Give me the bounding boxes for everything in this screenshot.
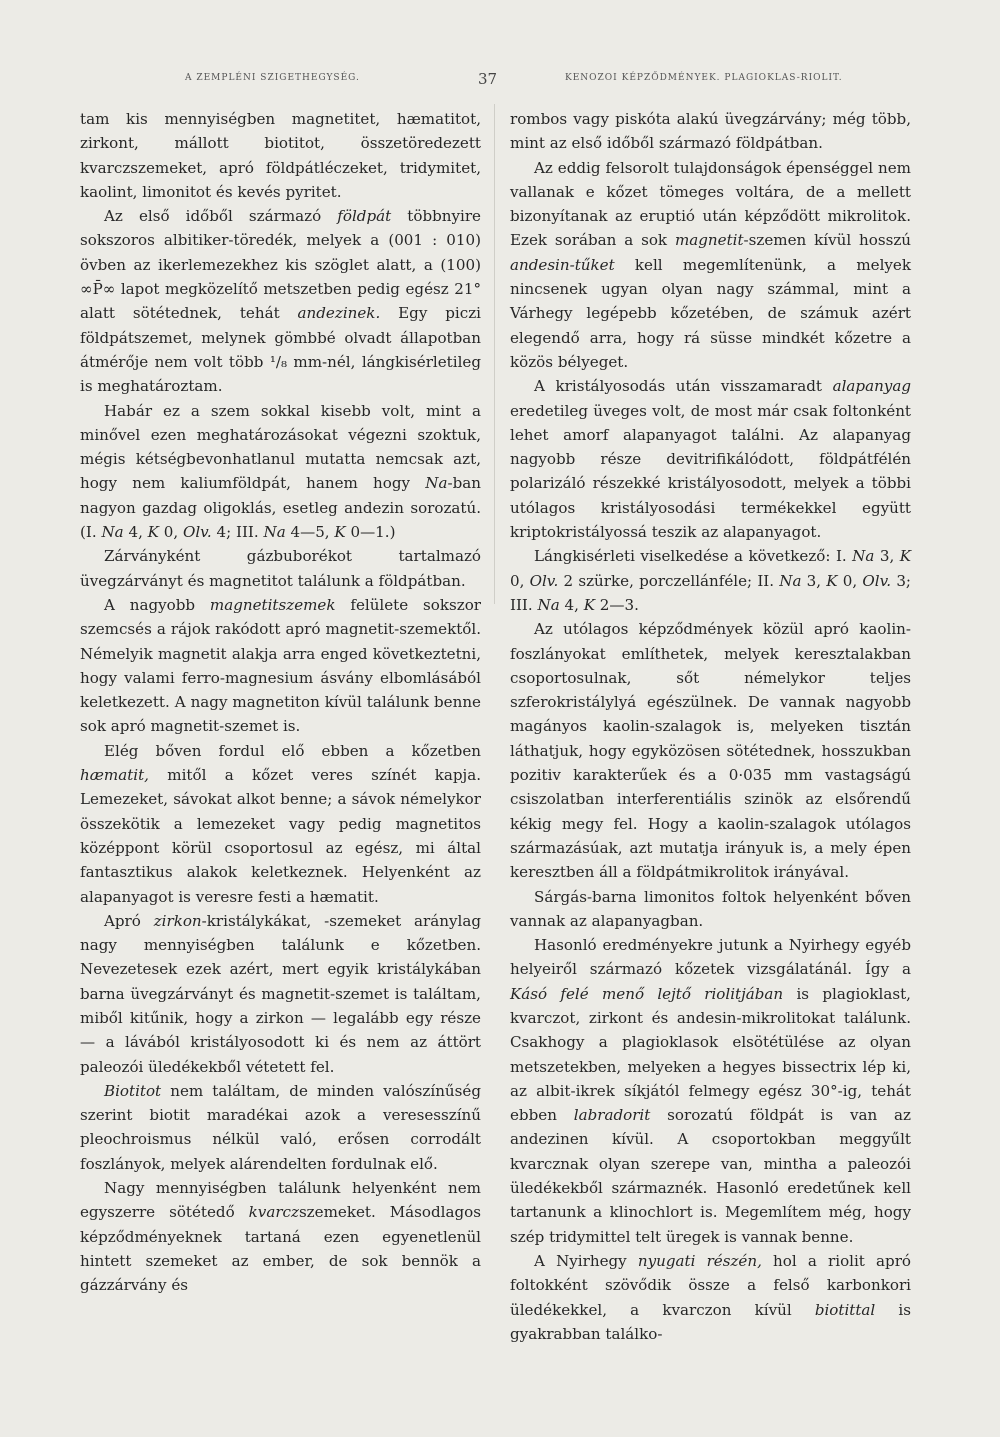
running-head-left: A ZEMPLÉNI SZIGETHEGYSÉG. <box>185 73 360 83</box>
paragraph: Nagy mennyiségben találunk helyenként nem egyszerre sötétedő kvarczszemeket. Másodlagos képződményeknek tartaná ezen egyenetlenül hintett szemeket az ember, de sok bennök a gázzárvány és <box>80 1179 481 1295</box>
paragraph: Az utólagos képződmények közül apró kaolin-foszlányokat említhetek, melyek keresztalakban csoportosulnak, sőt némelykor teljes szferokristálylyá egészülnek. De vannak nagyobb magányos kaolin-szalagok is, melyeken tisztán láthatjuk, hogy egyközösen sötétednek, hosszukban pozitiv karakterűek és a 0·035 mm vastagságú csiszolatban interferentiális szinök az elsőrendű kékig megy fel. Hogy a kaolin-szalagok utólagos származásúak, azt mutatja irányuk is, a mely épen keresztben áll a földpátmikrolitok irányával. <box>510 620 911 882</box>
right-column <box>510 107 911 1346</box>
paragraph: Az első időből származó földpát többnyire sokszoros albitiker-töredék, melyek a (001 : 010) övben az ikerlemezekhez kis szöglet alatt, a (100) ∞P̄∞ lapot megközelítő metszetben pedig egész 21° alatt sötétednek, tehát andezinek. Egy piczi földpátszemet, melynek gömbbé olvadt állapotban átmérője nem volt több ¹/₈ mm-nél, lángkisérletileg is meghatároztam. <box>80 207 481 396</box>
paragraph: Elég bőven fordul elő ebben a kőzetben hæmatit, mitől a kőzet veres színét kapja. Lemezeket, sávokat alkot benne; a sávok némelykor összekötik a lemezeket vagy pedig magnetitos középpont körül csoportosul az egész, mi által fantasztikus alakok keletkeznek. Helyenként az alapanyagot is veresre festi a hæmatit. <box>80 741 481 906</box>
italic-term: földpát <box>337 207 392 226</box>
column-divider <box>494 104 495 604</box>
paragraph: Zárványként gázbuborékot tartalmazó üvegzárványt és magnetitot találunk a földpátban. <box>80 547 481 590</box>
paragraph: Apró zirkon-kristálykákat, -szemeket aránylag nagy mennyiségben találunk e kőzetben. Nevezetesek ezek azért, mert egyik kristálykában barna üvegzárványt és magnetit-szemet is találtam, miből kitűnik, hogy a zirkon — legalább egy része — a lávából kristályosodott ki és nem az áttört paleozói üledékekből vétetett fel. <box>80 911 481 1076</box>
paragraph: rombos vagy piskóta alakú üvegzárvány; még több, mint az első időből származó földpátban. <box>510 110 911 153</box>
paragraph: A kristályosodás után visszamaradt alapanyag eredetileg üveges volt, de most már csak foltonként lehet amorf alapanyagot találni. Az alapanyag nagyobb része devitrifikálódott, földpátfélén polarizáló részekké kristályosodott, melyek a többi utólagos kristályosodási termékekkel együtt kriptokristályossá teszik az alapanyagot. <box>510 377 911 542</box>
paragraph: Lángkisérleti viselkedése a következő: I. Na 3, K 0, Olv. 2 szürke, porczellánféle; II. Na 3, K 0, Olv. 3; III. Na 4, K 2—3. <box>510 547 912 614</box>
paragraph: A Nyirhegy nyugati részén, hol a riolit apró foltokként szövődik össze a felső karbonkori üledékekkel, a kvarczon kívül biotittal is gyakrabban találko- <box>510 1251 912 1343</box>
paragraph: Habár ez a szem sokkal kisebb volt, mint a minővel ezen meghatározásokat végezni szoktuk, mégis kétségbevonhatlanul mutatta nemcsak azt, hogy nem kaliumföldpát, hanem hogy Na-ban nagyon gazdag oligoklás, esetleg andezin sorozatú. (I. Na 4, K 0, Olv. 4; III. Na 4—5, K 0—1.) <box>80 401 481 542</box>
paragraph: Sárgás-barna limonitos foltok helyenként bőven vannak az alapanyagban. <box>510 887 911 930</box>
paragraph: A nagyobb magnetitszemek felülete sokszor szemcsés a rájok rakódott apró magnetit-szemektől. Némelyik magnetit alakja arra enged következtetni, hogy valami ferro-magnesium ásvány elbomlásából keletkezett. A nagy magnetiton kívül találunk benne sok apró magnetit-szemet is. <box>80 595 481 736</box>
paragraph: Az eddig felsorolt tulajdonságok épenséggel nem vallanak e kőzet tömeges voltára, de a mellett bizonyítanak az eruptió után képződött mikrolitok. Ezek sorában a sok magnetit-szemen kívül hosszú andesin-tűket kell megemlítenünk, a melyek nincsenek ugyan olyan nagy számmal, mint a Várhegy legépebb kőzetében, de számuk azért elegendő arra, hogy rá süsse mindkét kőzetre a közös bélyeget. <box>510 158 911 371</box>
italic-term: andezinek. <box>297 304 381 323</box>
page-number: 37 <box>478 70 498 88</box>
paragraph: Hasonló eredményekre jutunk a Nyirhegy egyéb helyeiről származó kőzetek vizsgálatánál. Így a Kásó felé menő lejtő riolitjában is plagioklast, kvarczot, zirkont és andesin-mikrolitokat találunk. Csakhogy a plagioklasok elsötétülése az olyan metszetekben, melyeken a hegyes bissectrix lép ki, az albit-ikrek síkjától felmegy egész 30°-ig, tehát ebben labradorit sorozatú földpát is van az andezinen kívül. A csoportokban meggyűlt kvarcznak olyan szerepe van, mintha a paleozói üledékekből származnék. Hasonló eredetűnek kell tartanunk a klinochlort is. Megemlítem még, hogy szép tridymittel telt üregek is vannak benne. <box>510 936 911 1246</box>
paragraph: tam kis mennyiségben magnetitet, hæmatitot, zirkont, mállott biotitot, összetöredezett kvarczszemeket, apró földpátléczeket, tridymitet, kaolint, limonitot és kevés pyritet. <box>80 110 481 201</box>
running-head-right: KENOZOI KÉPZŐDMÉNYEK. PLAGIOKLAS-RIOLIT. <box>565 73 843 83</box>
running-header <box>80 70 930 92</box>
left-column <box>80 107 481 1298</box>
paragraph: Biotitot nem találtam, de minden valószínűség szerint biotit maradékai azok a veresesszínű pleochroismus nélkül való, erősen corrodált foszlányok, melyek alárendelten fordulnak elő. <box>80 1081 481 1173</box>
